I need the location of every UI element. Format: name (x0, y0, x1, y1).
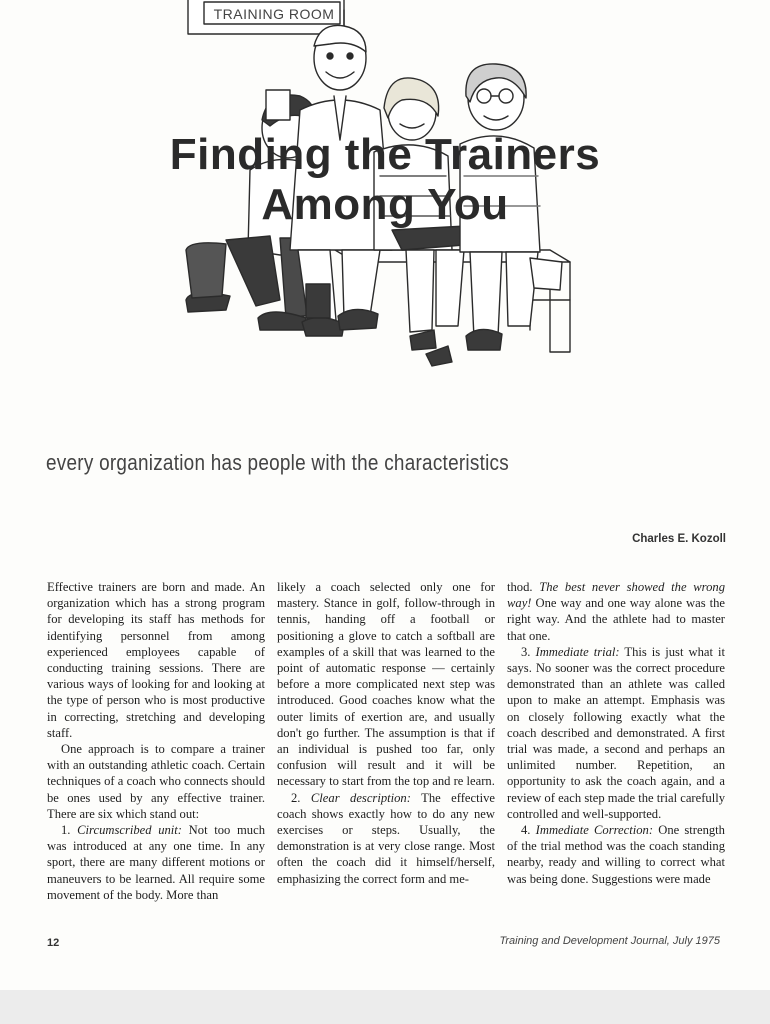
body-column-1 (47, 579, 265, 903)
list-term: Immediate trial: (535, 644, 620, 659)
paragraph-text: thod. (507, 580, 540, 594)
list-number: 3. (521, 644, 531, 659)
paragraph (507, 644, 725, 822)
paragraph (47, 822, 265, 903)
body-column-2 (277, 579, 495, 887)
list-text: The effective coach shows exactly how to do any new exercises or steps. Usually, the demonstration is at very close range. Most often the coach did it himself/herself, emphasizing the correct form and me- (277, 790, 495, 886)
scan-margin (0, 990, 770, 1024)
list-term: Clear description: (310, 790, 411, 805)
paragraph (507, 579, 725, 644)
author-byline: Charles E. Kozoll (632, 533, 726, 545)
list-term: Immediate Correction: (535, 823, 654, 838)
paragraph (507, 822, 725, 887)
list-text: Not too much was introduced at any one time. In any sport, there are many different motions or maneuvers to be learned. All require some movement of the body. More than (47, 823, 265, 902)
list-text: This is just what it says. No sooner was the correct procedure demonstrated than an athlete was called upon to make an attempt. Emphasis was on closely following exactly what the coach described and demonstrated. A first trial was made, a second and perhaps an unlimited number. Repetition, an opportunity to ask the coach again, and a review of each step made the trial carefully controlled and well-supported. (507, 644, 725, 821)
page-number: 12 (47, 937, 60, 949)
journal-citation: Training and Development Journal, July 1975 (499, 935, 720, 947)
paragraph: One approach is to compare a trainer with an outstanding athletic coach. Certain techniques of a coach who connects should be ones used by any effective trainer. There are six which stand out: (47, 742, 265, 821)
paragraph (277, 790, 495, 887)
list-number: 2. (291, 790, 301, 805)
paragraph: Effective trainers are born and made. An organization which has a strong program for developing its staff has methods for identifying personnel from among experienced employees capable of conducting training sessions. There are various ways of looking for and looking at the type of person who is most productive in correcting, stretching and developing staff. (47, 580, 265, 740)
training-room-sign: TRAINING ROOM (213, 6, 335, 22)
list-text: One strength of the trial method was the coach standing nearby, ready and willing to correct what was being done. Suggestions were made (507, 823, 725, 886)
body-column-3 (507, 579, 725, 887)
article-title (0, 130, 770, 230)
list-number: 4. (521, 823, 531, 838)
article-tagline: every organization has people with the characteristics (46, 450, 510, 475)
title-line-2: Among You (261, 180, 509, 229)
list-term: Circumscribed unit: (77, 823, 182, 838)
paragraph-text: One way and one way alone was the right way. And the athlete had to master that one. (507, 596, 725, 643)
paragraph: likely a coach selected only one for mastery. Stance in golf, follow-through in tennis, handing off a football or positioning a glove to catch a softball are examples of a skill that was learned to the point of automatic response — certainly before a more complicated next step was introduced. Good coaches know what the outer limits of exertion are, and usually don't go further. The assumption is that if an individual is pushed too far, only confusion will result and it will be necessary to start from the top and re learn. (277, 580, 495, 789)
list-number: 1. (61, 823, 71, 838)
title-line-1: Finding the Trainers (169, 130, 601, 179)
emphasis-text: The best never showed the wrong way! (507, 580, 726, 611)
